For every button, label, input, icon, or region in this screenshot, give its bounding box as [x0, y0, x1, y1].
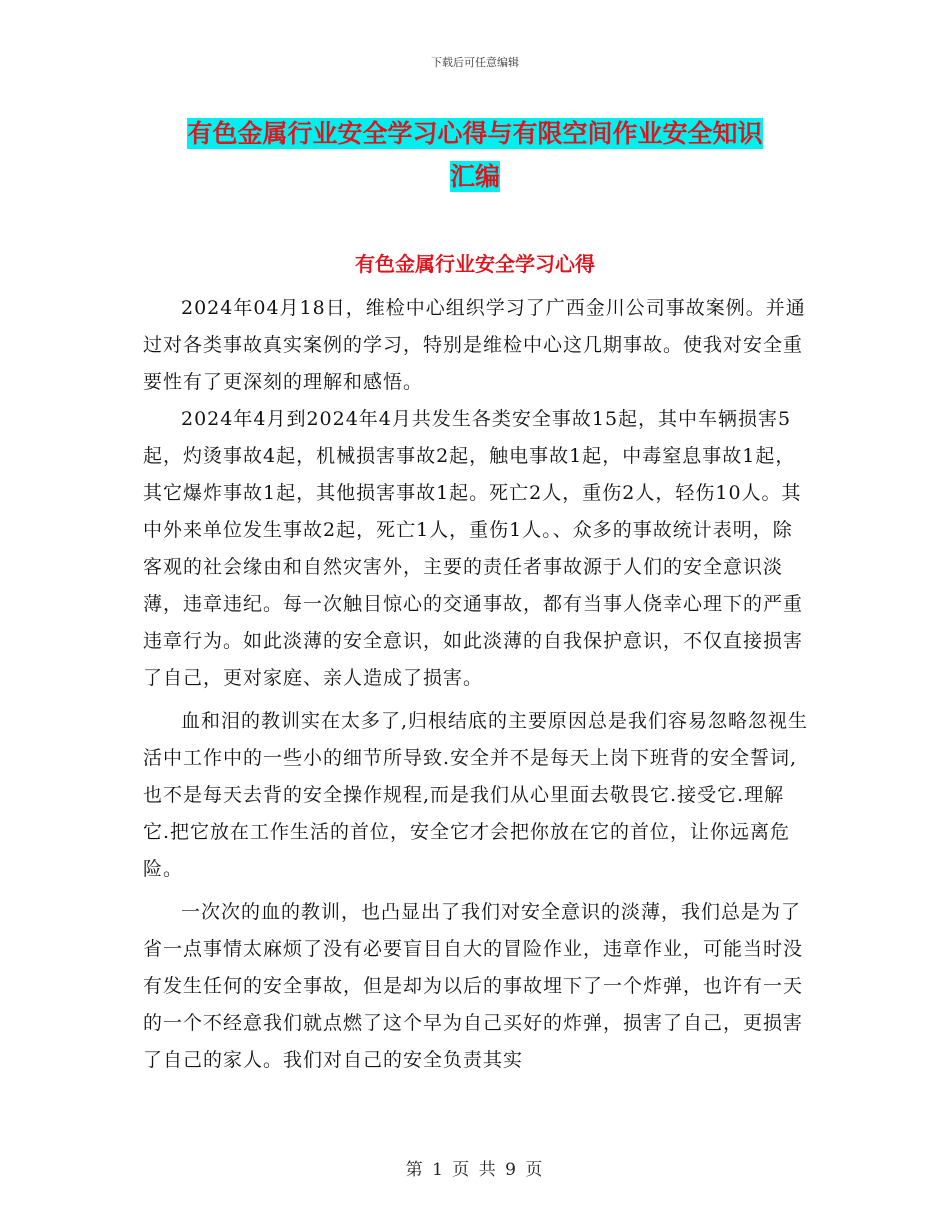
- section-title: 有色金属行业安全学习心得: [355, 252, 595, 276]
- document-title-line-1: 有色金属行业安全学习心得与有限空间作业安全知识: [187, 119, 763, 148]
- page-number: 第 1 页 共 9 页: [405, 1160, 545, 1180]
- paragraph: 2024年04月18日，维检中心组织学习了广西金川公司事故案例。并通过对各类事故真实案例的学习，特别是维检中心这几期事故。使我对安全重要性有了更深刻的理解和感悟。: [143, 297, 806, 393]
- paragraph: 一次次的血的教训，也凸显出了我们对安全意识的淡薄，我们总是为了省一点事情太麻烦了没有必要盲目自大的冒险作业，违章作业，可能当时没有发生任何的安全事故，但是却为以后的事故埋下了一个炸弹，也许有一天的一个不经意我们就点燃了这个早为自己买好的炸弹，损害了自己，更损害了自己的家人。我们对自己的安全负责其实: [143, 901, 804, 1071]
- document-title-line-2: 汇编: [449, 162, 500, 191]
- body-text: [143, 290, 811, 1079]
- paragraph: 血和泪的教训实在太多了,归根结底的主要原因总是我们容易忽略忽视生活中工作中的一些小的细节所导致.安全并不是每天上岗下班背的安全誓词,也不是每天去背的安全操作规程,而是我们从心里面去敬畏它.接受它.理解它.把它放在工作生活的首位，安全它才会把你放在它的首位，让你远离危险。: [143, 710, 809, 880]
- header-note: 下载后可任意编辑: [431, 56, 519, 69]
- paragraph: 2024年4月到2024年4月共发生各类安全事故15起，其中车辆损害5起，灼烫事故4起，机械损害事故2起，触电事故1起，中毒窒息事故1起，其它爆炸事故1起，其他损害事故1起。死亡2人，重伤2人，轻伤10人。其中外来单位发生事故2起，死亡1人，重伤1人。、众多的事故统计表明，除客观的社会缘由和自然灾害外，主要的责任者事故源于人们的安全意识淡薄，违章违纪。每一次触目惊心的交通事故，都有当事人侥幸心理下的严重违章行为。如此淡薄的安全意识，如此淡薄的自我保护意识，不仅直接损害了自己，更对家庭、亲人造成了损害。: [143, 408, 804, 689]
- document-title: [140, 112, 810, 198]
